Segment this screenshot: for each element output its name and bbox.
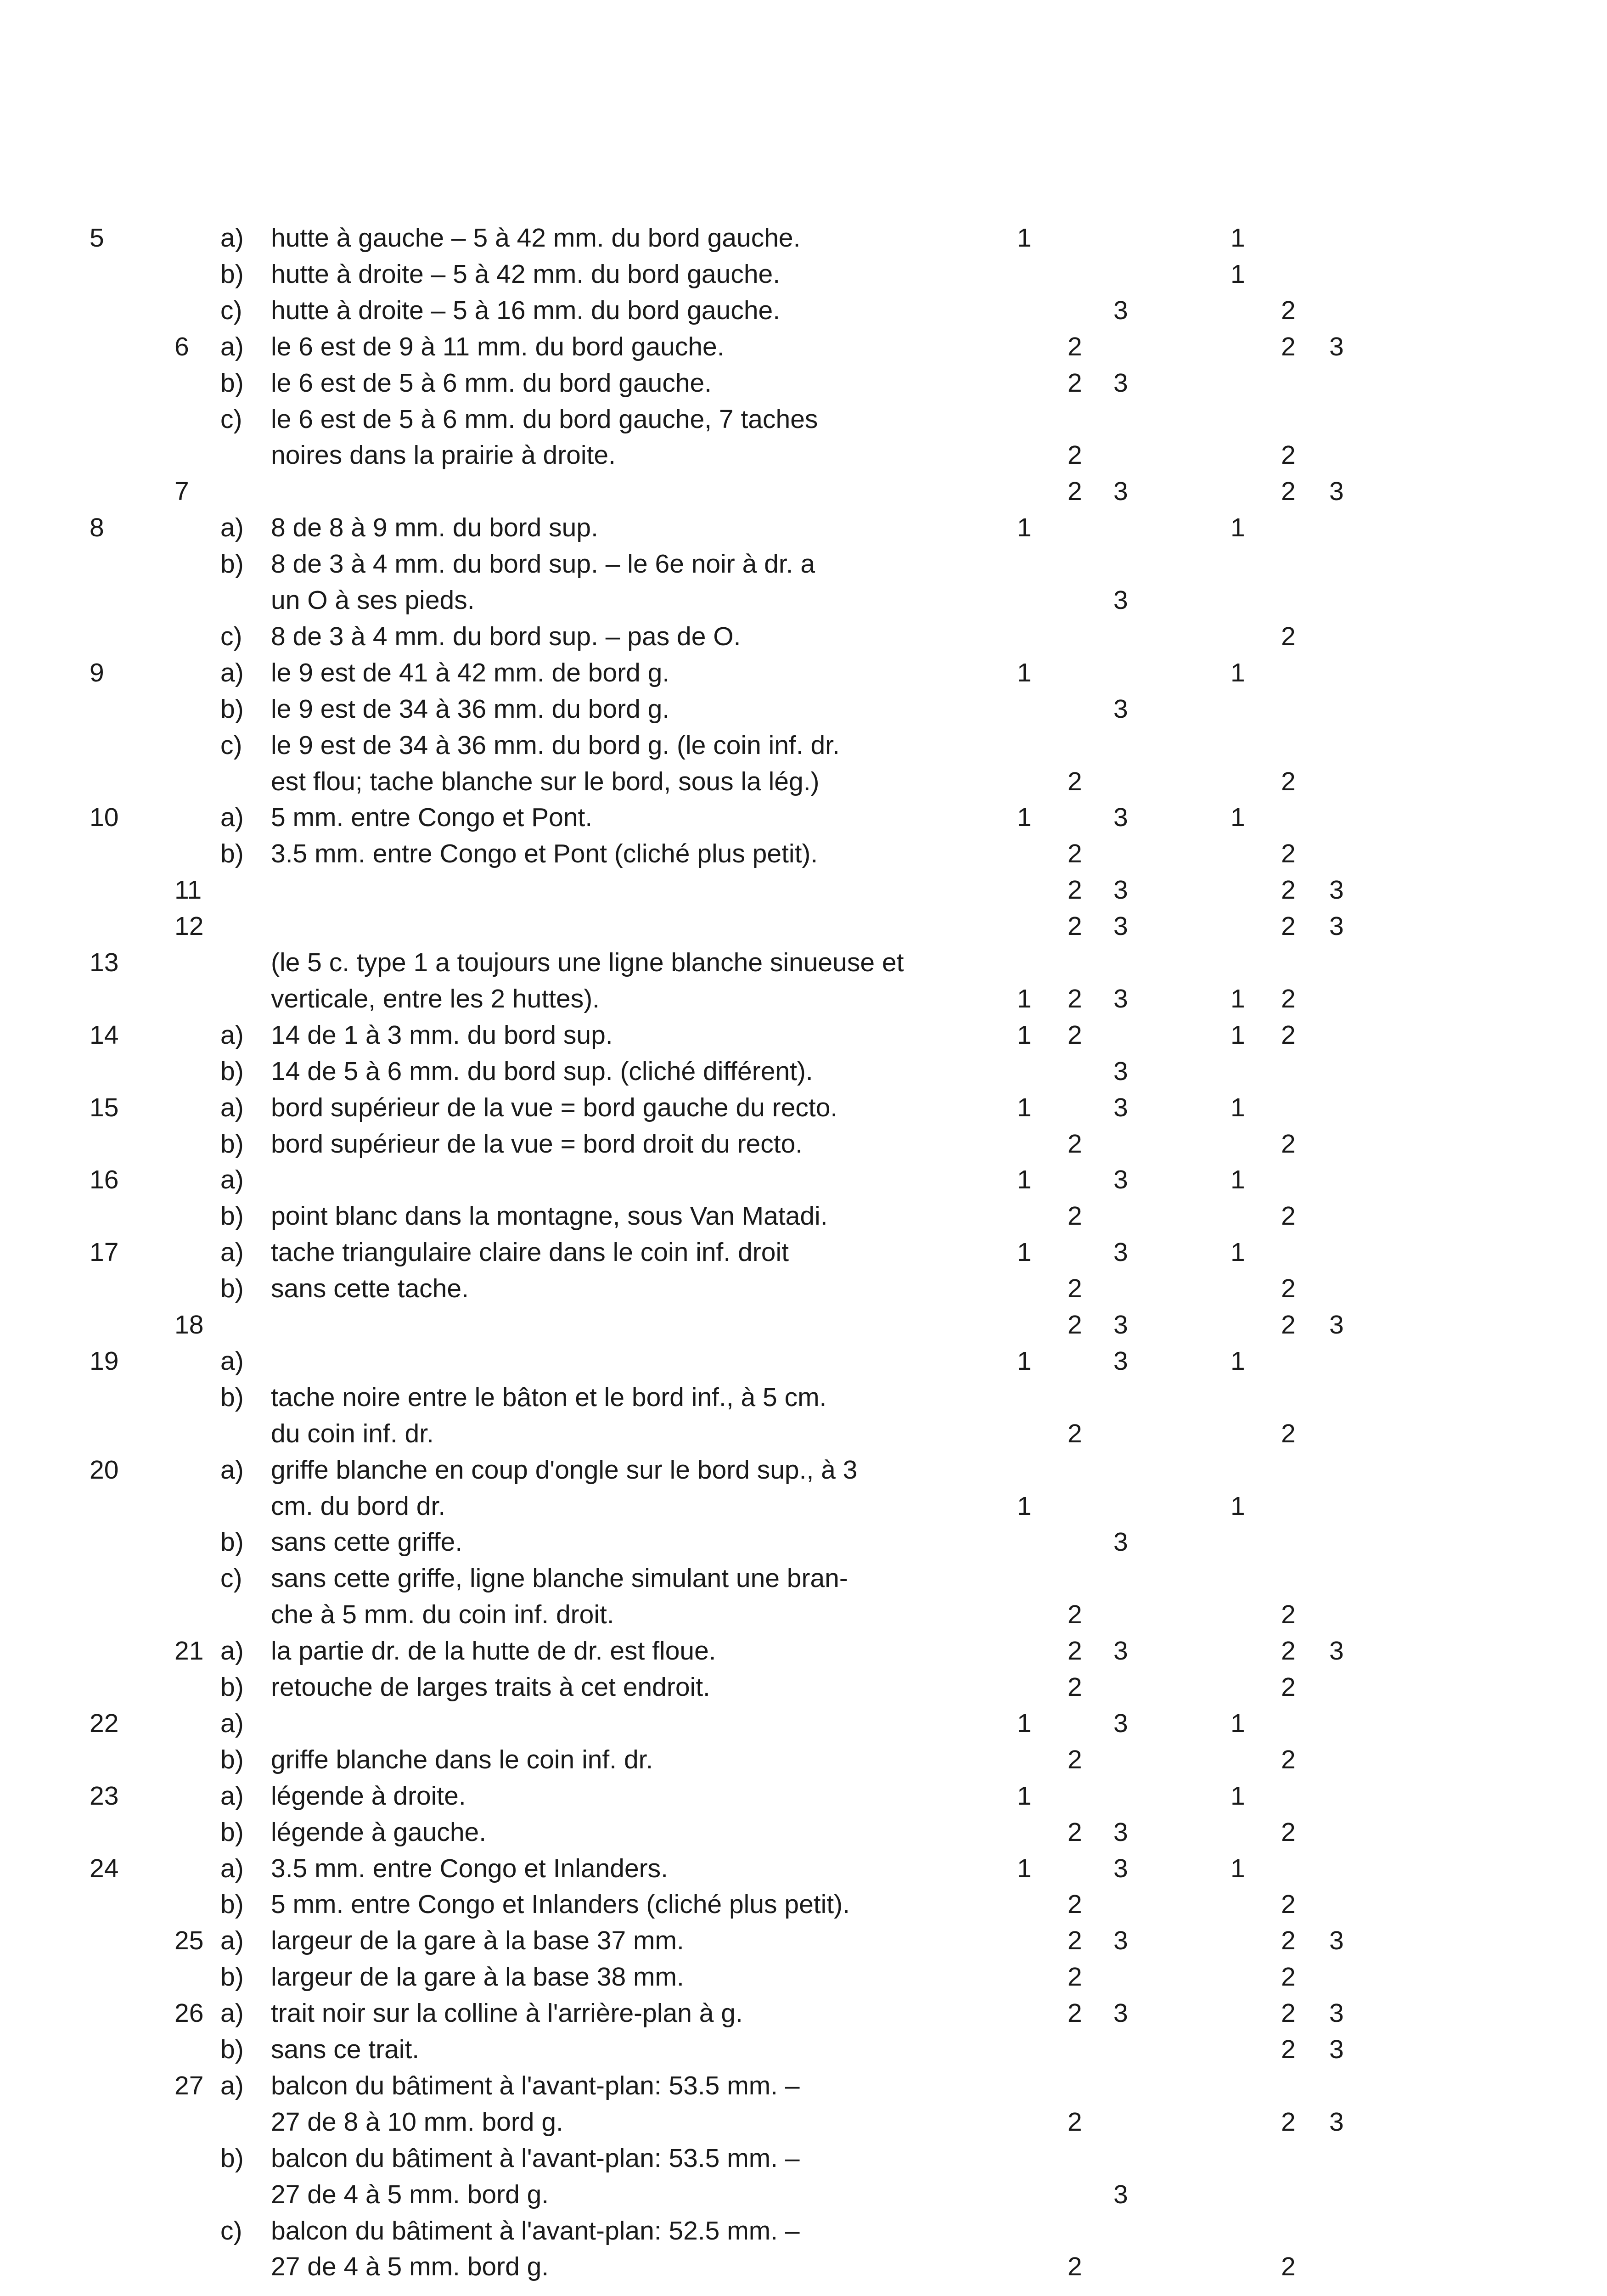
type-col-a-2: 2 [1068,368,1082,398]
table-row [0,1995,1607,2032]
type-col-b-2: 2 [1281,1020,1296,1050]
description-text: griffe blanche en coup d'ongle sur le bord sup., à 3 [271,1455,858,1485]
table-row [0,1741,1607,1778]
variant-letter: b) [220,1962,244,1992]
type-col-a-3: 3 [1113,1056,1128,1086]
item-number: 22 [90,1708,119,1738]
type-col-a-2: 2 [1068,766,1082,796]
description-text: un O à ses pieds. [271,585,475,615]
description-text: (le 5 c. type 1 a toujours une ligne blanche sinueuse et [271,948,904,977]
variant-letter: a) [220,332,244,361]
type-col-b-3: 3 [1329,1926,1344,1956]
table-row [0,1632,1607,1669]
type-col-b-2: 2 [1281,1817,1296,1847]
type-col-b-2: 2 [1281,875,1296,905]
subitem-number: 11 [174,875,202,905]
description-text: verticale, entre les 2 huttes). [271,984,600,1013]
type-col-b-1: 1 [1231,803,1245,833]
description-text: che à 5 mm. du coin inf. droit. [271,1600,614,1630]
type-col-b-2: 2 [1281,1274,1296,1304]
variant-letter: a) [220,1346,244,1376]
description-text: sans ce trait. [271,2035,420,2064]
subitem-number: 12 [174,912,204,941]
description-text: 27 de 8 à 10 mm. bord g. [271,2107,563,2137]
type-col-a-1: 1 [1017,1346,1032,1376]
type-col-b-2: 2 [1281,1418,1296,1448]
description-text: tache noire entre le bâton et le bord inf., à 5 cm. [271,1382,827,1412]
variant-letter: b) [220,1527,244,1557]
table-row [0,654,1607,691]
type-col-b-2: 2 [1281,1310,1296,1339]
type-col-a-2: 2 [1068,1201,1082,1231]
type-col-b-1: 1 [1231,1781,1245,1811]
type-col-b-3: 3 [1329,2035,1344,2064]
type-col-b-1: 1 [1231,1346,1245,1376]
type-col-a-1: 1 [1017,984,1032,1013]
variant-letter: b) [220,1274,244,1304]
description-text: sans cette griffe, ligne blanche simulant une bran- [271,1564,848,1593]
table-row [0,1017,1607,1053]
variant-letter: b) [220,259,244,289]
variant-letter: a) [220,803,244,833]
table-row [0,437,1607,473]
type-col-a-2: 2 [1068,1745,1082,1774]
subitem-number: 21 [174,1636,204,1666]
subitem-number: 27 [174,2071,204,2100]
description-text: balcon du bâtiment à l'avant-plan: 53.5 mm. – [271,2071,800,2100]
type-col-b-2: 2 [1281,2252,1296,2282]
table-row [0,1234,1607,1271]
description-text: tache triangulaire claire dans le coin inf. droit [271,1238,789,1267]
type-col-a-1: 1 [1017,1781,1032,1811]
table-row [0,1053,1607,1090]
type-col-a-3: 3 [1113,295,1128,325]
variant-letter: a) [220,1708,244,1738]
type-col-b-3: 3 [1329,1636,1344,1666]
type-col-a-2: 2 [1068,839,1082,869]
table-row [0,1850,1607,1887]
table-row [0,799,1607,836]
table-row [0,582,1607,619]
type-col-a-3: 3 [1113,1310,1128,1339]
type-col-a-2: 2 [1068,912,1082,941]
description-text: bord supérieur de la vue = bord droit du recto. [271,1129,803,1159]
table-row [0,1379,1607,1416]
item-number: 17 [90,1238,119,1267]
item-number: 8 [90,513,104,543]
item-number: 23 [90,1781,119,1811]
table-row [0,473,1607,510]
type-col-a-1: 1 [1017,223,1032,253]
variant-letter: a) [220,1238,244,1267]
type-col-a-1: 1 [1017,803,1032,833]
table-row [0,219,1607,256]
type-col-a-2: 2 [1068,1817,1082,1847]
table-row [0,908,1607,945]
variant-letter: b) [220,1129,244,1159]
variant-letter: b) [220,2143,244,2173]
description-text: 3.5 mm. entre Congo et Pont (cliché plus petit). [271,839,818,869]
type-col-b-3: 3 [1329,477,1344,506]
type-col-a-1: 1 [1017,658,1032,687]
table-row [0,2248,1607,2285]
description-text: bord supérieur de la vue = bord gauche du recto. [271,1092,838,1122]
description-text: 8 de 8 à 9 mm. du bord sup. [271,513,598,543]
variant-letter: c) [220,2216,242,2245]
variant-letter: b) [220,1672,244,1702]
type-col-b-1: 1 [1231,223,1245,253]
type-col-b-3: 3 [1329,1310,1344,1339]
type-col-a-3: 3 [1113,1926,1128,1956]
type-col-b-2: 2 [1281,1672,1296,1702]
table-row [0,1922,1607,1959]
table-row [0,1125,1607,1162]
subitem-number: 6 [174,332,189,361]
table-row [0,2212,1607,2249]
subitem-number: 7 [174,477,189,506]
type-col-a-2: 2 [1068,1998,1082,2028]
type-col-a-2: 2 [1068,1129,1082,1159]
table-row [0,691,1607,727]
table-row [0,509,1607,546]
description-text: largeur de la gare à la base 37 mm. [271,1926,684,1956]
description-text: le 9 est de 34 à 36 mm. du bord g. [271,694,670,724]
description-text: légende à droite. [271,1781,466,1811]
description-text: 14 de 1 à 3 mm. du bord sup. [271,1020,613,1050]
type-col-a-3: 3 [1113,984,1128,1013]
type-col-a-1: 1 [1017,1708,1032,1738]
description-text: est flou; tache blanche sur le bord, sous la lég.) [271,766,820,796]
type-col-b-2: 2 [1281,1129,1296,1159]
type-col-a-2: 2 [1068,477,1082,506]
variant-letter: a) [220,1853,244,1883]
variant-letter: a) [220,2071,244,2100]
type-col-a-1: 1 [1017,1092,1032,1122]
variant-letter: b) [220,1382,244,1412]
type-col-b-1: 1 [1231,1092,1245,1122]
item-number: 5 [90,223,104,253]
type-col-b-3: 3 [1329,875,1344,905]
description-text: légende à gauche. [271,1817,487,1847]
type-col-b-2: 2 [1281,1998,1296,2028]
description-text: 14 de 5 à 6 mm. du bord sup. (cliché différent). [271,1056,813,1086]
type-col-b-2: 2 [1281,1201,1296,1231]
table-row [0,2067,1607,2104]
description-text: du coin inf. dr. [271,1418,434,1448]
table-row [0,727,1607,764]
type-col-a-3: 3 [1113,1092,1128,1122]
table-row [0,1524,1607,1560]
type-col-a-1: 1 [1017,1165,1032,1195]
table-row [0,1161,1607,1198]
subitem-number: 25 [174,1926,204,1956]
table-row [0,2176,1607,2213]
variant-letter: b) [220,1056,244,1086]
type-col-a-2: 2 [1068,2252,1082,2282]
type-col-a-2: 2 [1068,440,1082,470]
type-col-a-2: 2 [1068,1926,1082,1956]
type-col-a-2: 2 [1068,1020,1082,1050]
table-row [0,2031,1607,2068]
type-col-a-3: 3 [1113,368,1128,398]
table-row [0,1198,1607,1234]
type-col-b-2: 2 [1281,1745,1296,1774]
variant-letter: b) [220,368,244,398]
table-row [0,1814,1607,1851]
type-col-a-3: 3 [1113,803,1128,833]
variant-letter: a) [220,1020,244,1050]
variant-letter: a) [220,1781,244,1811]
description-text: 27 de 4 à 5 mm. bord g. [271,2252,549,2282]
type-col-a-3: 3 [1113,585,1128,615]
table-row [0,835,1607,872]
type-col-a-2: 2 [1068,1890,1082,1919]
table-row [0,1560,1607,1597]
type-col-a-1: 1 [1017,1238,1032,1267]
type-col-a-3: 3 [1113,1817,1128,1847]
variant-letter: c) [220,295,242,325]
type-col-b-3: 3 [1329,332,1344,361]
table-row [0,365,1607,401]
item-number: 14 [90,1020,119,1050]
description-text: 5 mm. entre Congo et Pont. [271,803,593,833]
description-text: cm. du bord dr. [271,1491,446,1521]
type-col-a-2: 2 [1068,1274,1082,1304]
description-text: point blanc dans la montagne, sous Van Matadi. [271,1201,828,1231]
table-row [0,872,1607,908]
table-row [0,546,1607,582]
item-number: 16 [90,1165,119,1195]
type-col-a-1: 1 [1017,1853,1032,1883]
table-row [0,1452,1607,1488]
type-col-b-1: 1 [1231,1853,1245,1883]
table-row [0,2140,1607,2177]
variant-letter: b) [220,549,244,579]
description-text: 8 de 3 à 4 mm. du bord sup. – pas de O. [271,621,741,651]
variant-letter: c) [220,621,242,651]
type-col-b-2: 2 [1281,1890,1296,1919]
variant-letter: a) [220,1926,244,1956]
type-col-b-3: 3 [1329,1998,1344,2028]
type-col-b-2: 2 [1281,766,1296,796]
item-number: 9 [90,658,104,687]
type-col-a-2: 2 [1068,984,1082,1013]
table-row [0,944,1607,981]
type-col-a-1: 1 [1017,1491,1032,1521]
table-row [0,2104,1607,2140]
description-text: retouche de larges traits à cet endroit. [271,1672,710,1702]
description-text: le 6 est de 5 à 6 mm. du bord gauche. [271,368,712,398]
description-text: le 9 est de 41 à 42 mm. de bord g. [271,658,670,687]
variant-letter: c) [220,404,242,434]
variant-letter: a) [220,223,244,253]
type-col-a-3: 3 [1113,694,1128,724]
variant-letter: a) [220,1998,244,2028]
subitem-number: 18 [174,1310,204,1339]
table-row [0,401,1607,438]
description-text: balcon du bâtiment à l'avant-plan: 53.5 mm. – [271,2143,800,2173]
type-col-a-3: 3 [1113,1165,1128,1195]
type-col-b-2: 2 [1281,1636,1296,1666]
table-row [0,1778,1607,1814]
table-row [0,1596,1607,1633]
item-number: 10 [90,803,119,833]
variant-letter: b) [220,839,244,869]
type-col-a-3: 3 [1113,1527,1128,1557]
type-col-a-3: 3 [1113,912,1128,941]
type-col-a-2: 2 [1068,875,1082,905]
type-col-b-1: 1 [1231,513,1245,543]
description-text: sans cette griffe. [271,1527,463,1557]
type-col-b-1: 1 [1231,1020,1245,1050]
type-col-b-2: 2 [1281,2035,1296,2064]
type-col-a-2: 2 [1068,1636,1082,1666]
description-text: balcon du bâtiment à l'avant-plan: 52.5 mm. – [271,2216,800,2245]
table-row [0,1270,1607,1307]
type-col-b-1: 1 [1231,1491,1245,1521]
item-number: 19 [90,1346,119,1376]
type-col-a-3: 3 [1113,2179,1128,2209]
type-col-b-2: 2 [1281,1600,1296,1630]
type-col-a-3: 3 [1113,1238,1128,1267]
table-row [0,1415,1607,1452]
table-row [0,1886,1607,1923]
type-col-a-3: 3 [1113,1853,1128,1883]
table-row [0,1306,1607,1343]
description-text: griffe blanche dans le coin inf. dr. [271,1745,653,1774]
type-col-b-2: 2 [1281,839,1296,869]
variant-letter: b) [220,1201,244,1231]
type-col-b-2: 2 [1281,912,1296,941]
table-row [0,292,1607,329]
type-col-b-1: 1 [1231,259,1245,289]
variant-letter: b) [220,1745,244,1774]
variant-letter: a) [220,1092,244,1122]
description-text: hutte à droite – 5 à 16 mm. du bord gauche. [271,295,781,325]
description-text: 8 de 3 à 4 mm. du bord sup. – le 6e noir à dr. a [271,549,815,579]
type-col-a-3: 3 [1113,1998,1128,2028]
type-col-a-1: 1 [1017,1020,1032,1050]
table-row [0,1343,1607,1379]
item-number: 13 [90,948,119,977]
description-text: le 6 est de 9 à 11 mm. du bord gauche. [271,332,725,361]
table-row [0,618,1607,655]
type-col-b-2: 2 [1281,440,1296,470]
type-col-a-2: 2 [1068,1600,1082,1630]
type-col-b-3: 3 [1329,912,1344,941]
variant-letter: a) [220,513,244,543]
type-col-b-2: 2 [1281,295,1296,325]
type-col-a-2: 2 [1068,2107,1082,2137]
variant-letter: b) [220,1817,244,1847]
type-col-a-3: 3 [1113,1708,1128,1738]
type-col-a-2: 2 [1068,1310,1082,1339]
type-col-b-1: 1 [1231,984,1245,1013]
type-col-b-1: 1 [1231,658,1245,687]
type-col-b-2: 2 [1281,2107,1296,2137]
variant-letter: a) [220,658,244,687]
type-col-a-2: 2 [1068,1672,1082,1702]
description-text: 27 de 4 à 5 mm. bord g. [271,2179,549,2209]
variant-letter: b) [220,2035,244,2064]
variant-letter: b) [220,694,244,724]
variant-letter: a) [220,1165,244,1195]
description-text: le 9 est de 34 à 36 mm. du bord g. (le coin inf. dr. [271,730,840,760]
description-text: hutte à droite – 5 à 42 mm. du bord gauche. [271,259,781,289]
table-row [0,980,1607,1017]
type-col-a-2: 2 [1068,1962,1082,1992]
type-col-b-1: 1 [1231,1165,1245,1195]
type-col-b-3: 3 [1329,2107,1344,2137]
variant-letter: c) [220,730,242,760]
type-col-b-1: 1 [1231,1238,1245,1267]
item-number: 24 [90,1853,119,1883]
variant-letter: a) [220,1636,244,1666]
type-col-b-2: 2 [1281,1926,1296,1956]
type-col-a-3: 3 [1113,875,1128,905]
subitem-number: 26 [174,1998,204,2028]
table-row [0,1089,1607,1126]
type-col-a-3: 3 [1113,477,1128,506]
table-row [0,256,1607,293]
type-col-b-2: 2 [1281,621,1296,651]
variant-letter: b) [220,1890,244,1919]
description-text: le 6 est de 5 à 6 mm. du bord gauche, 7 taches [271,404,818,434]
type-col-a-1: 1 [1017,513,1032,543]
type-col-a-3: 3 [1113,1636,1128,1666]
type-col-b-1: 1 [1231,1708,1245,1738]
description-text: largeur de la gare à la base 38 mm. [271,1962,684,1992]
type-col-b-2: 2 [1281,477,1296,506]
table-row [0,1488,1607,1525]
type-col-b-2: 2 [1281,1962,1296,1992]
description-text: sans cette tache. [271,1274,469,1304]
description-text: 5 mm. entre Congo et Inlanders (cliché plus petit). [271,1890,850,1919]
table-row [0,1669,1607,1705]
description-text: hutte à gauche – 5 à 42 mm. du bord gauche. [271,223,801,253]
type-col-a-3: 3 [1113,1346,1128,1376]
type-col-a-2: 2 [1068,332,1082,361]
description-text: la partie dr. de la hutte de dr. est floue. [271,1636,716,1666]
description-text: noires dans la prairie à droite. [271,440,616,470]
type-col-b-2: 2 [1281,332,1296,361]
table-row [0,1705,1607,1742]
type-col-b-2: 2 [1281,984,1296,1013]
table-row [0,1958,1607,1995]
table-row [0,763,1607,800]
item-number: 15 [90,1092,119,1122]
description-text: trait noir sur la colline à l'arrière-plan à g. [271,1998,743,2028]
table-row [0,328,1607,365]
variant-letter: a) [220,1455,244,1485]
type-col-a-2: 2 [1068,1418,1082,1448]
variant-letter: c) [220,1564,242,1593]
description-text: 3.5 mm. entre Congo et Inlanders. [271,1853,668,1883]
item-number: 20 [90,1455,119,1485]
